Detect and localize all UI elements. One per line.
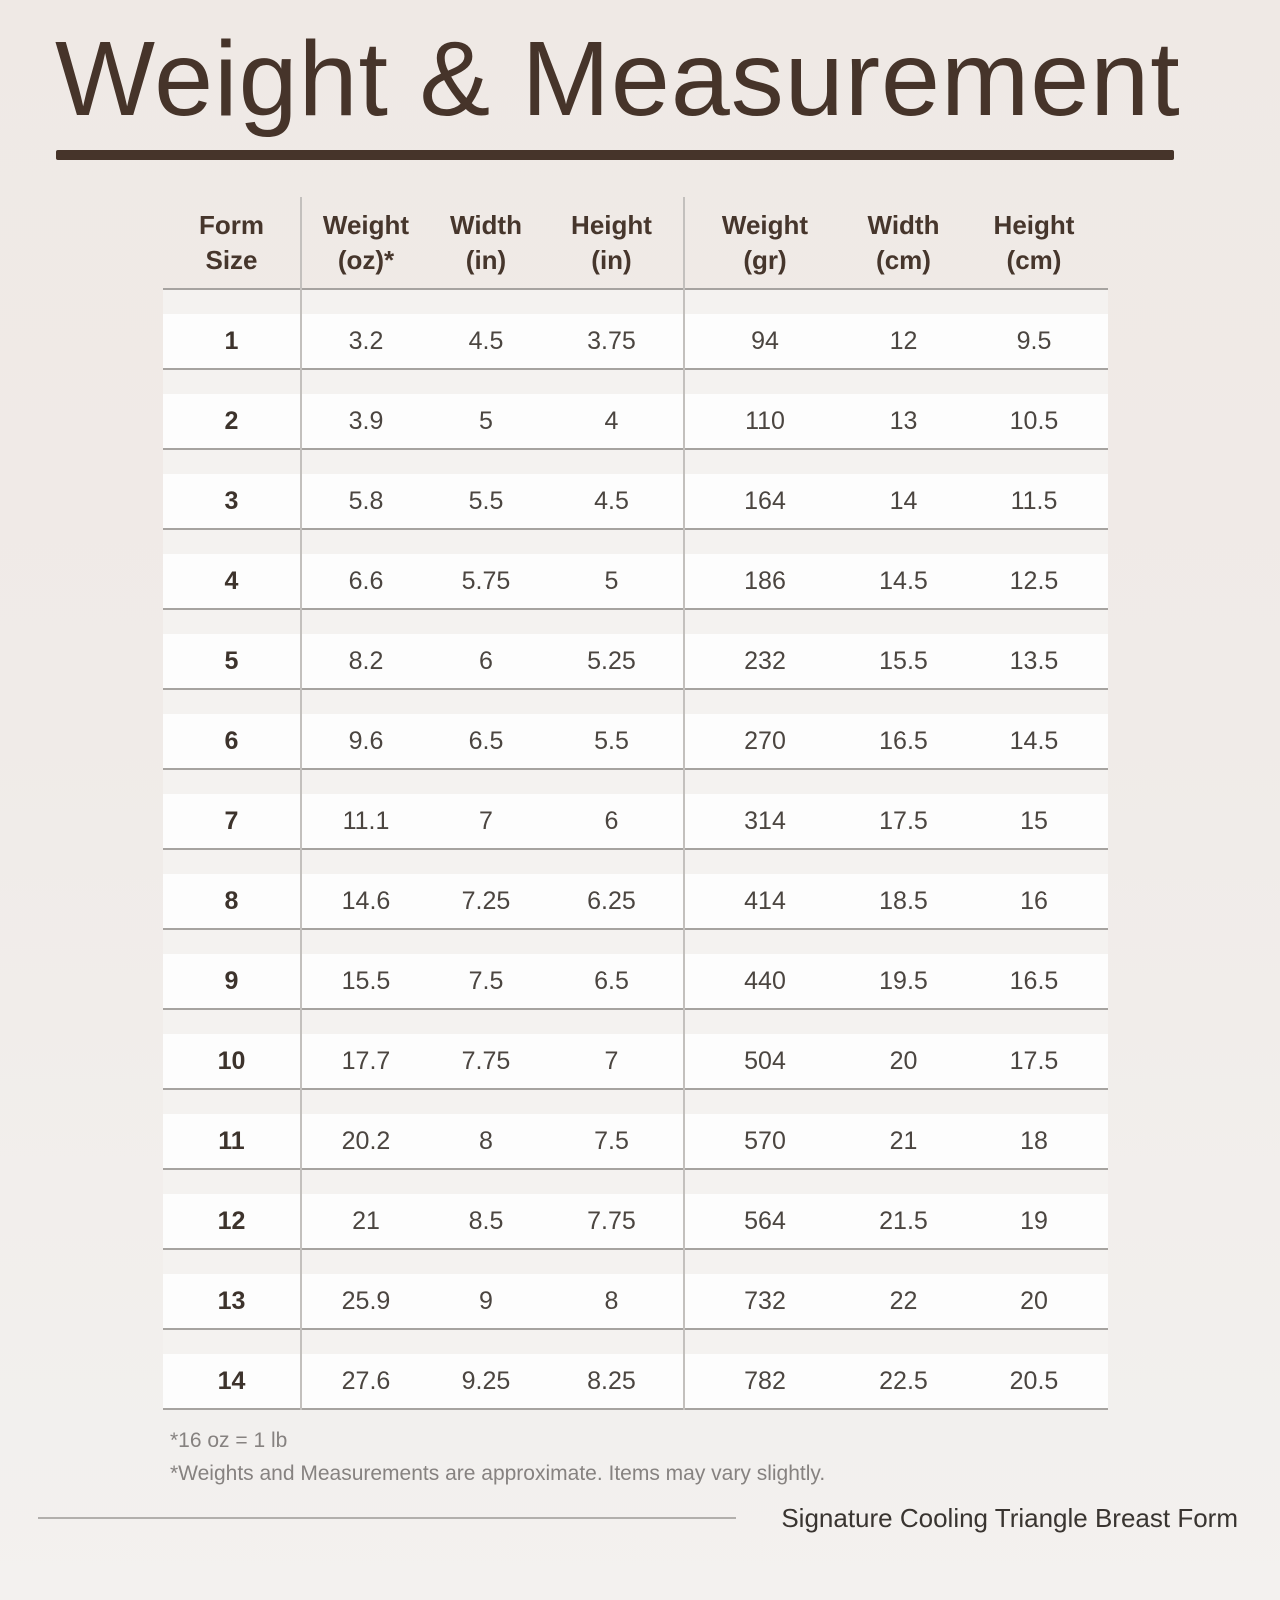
table-cell: 9.5 xyxy=(1016,326,1052,355)
column-header: Form Size xyxy=(199,209,264,275)
table-cell: 164 xyxy=(744,486,786,515)
table-row xyxy=(163,1330,1108,1410)
form-size-cell: 11 xyxy=(218,1126,245,1155)
table-cell: 19 xyxy=(1020,1206,1048,1235)
row-spacer xyxy=(163,290,1108,314)
table-header xyxy=(163,197,1108,290)
table-cell: 7.5 xyxy=(468,966,504,995)
table-cell: 17.7 xyxy=(341,1046,391,1075)
table-cell: 8 xyxy=(604,1286,619,1315)
table-cell: 6.6 xyxy=(348,566,384,595)
table-cell: 25.9 xyxy=(341,1286,391,1315)
table-row xyxy=(163,1090,1108,1170)
table-cell: 16 xyxy=(1020,886,1048,915)
row-spacer xyxy=(163,1330,1108,1354)
table-cell: 10.5 xyxy=(1009,406,1059,435)
table-cell: 17.5 xyxy=(879,806,928,835)
footer-divider-line xyxy=(38,1517,736,1519)
table-cell: 7.5 xyxy=(594,1126,629,1155)
form-size-cell: 6 xyxy=(224,726,239,755)
table-cell: 22 xyxy=(889,1286,918,1315)
column-header: Weight (oz)* xyxy=(322,209,410,275)
table-cell: 7 xyxy=(479,806,493,835)
row-values xyxy=(163,474,1108,528)
column-header: Width (in) xyxy=(450,209,522,275)
table-cell: 5 xyxy=(604,566,619,595)
footnotes xyxy=(170,1424,825,1490)
table-cell: 6.5 xyxy=(468,726,504,755)
row-spacer xyxy=(163,690,1108,714)
title-underline xyxy=(56,150,1174,160)
row-spacer xyxy=(163,930,1108,954)
table-cell: 21 xyxy=(889,1126,918,1155)
row-values xyxy=(163,714,1108,768)
table-cell: 14 xyxy=(889,486,918,515)
column-header: Height (in) xyxy=(571,209,652,275)
table-row xyxy=(163,1170,1108,1250)
table-cell: 13 xyxy=(889,406,918,435)
form-size-cell: 4 xyxy=(224,566,239,595)
form-size-cell: 9 xyxy=(224,966,239,995)
table-body xyxy=(163,290,1108,1410)
row-values xyxy=(163,314,1108,368)
row-values xyxy=(163,554,1108,608)
column-divider-right xyxy=(683,197,685,1410)
table-cell: 16.5 xyxy=(879,726,928,755)
table-cell: 4.5 xyxy=(468,326,504,355)
form-size-cell: 13 xyxy=(217,1286,246,1315)
table-cell: 4.5 xyxy=(594,486,629,515)
table-row xyxy=(163,690,1108,770)
row-spacer xyxy=(163,770,1108,794)
table-row xyxy=(163,1250,1108,1330)
page-title: Weight & Measurement xyxy=(55,20,1181,138)
table-cell: 7.75 xyxy=(461,1046,511,1075)
row-spacer xyxy=(163,1090,1108,1114)
table-cell: 5.8 xyxy=(348,486,384,515)
column-header: Weight (gr) xyxy=(721,209,809,275)
table-cell: 8.2 xyxy=(348,646,384,675)
table-cell: 7.75 xyxy=(587,1206,636,1235)
table-row xyxy=(163,530,1108,610)
table-cell: 7 xyxy=(604,1046,619,1075)
form-size-cell: 14 xyxy=(217,1366,246,1395)
footnote-approximation: *Weights and Measurements are approximate. Items may vary slightly. xyxy=(170,1462,826,1485)
table-cell: 314 xyxy=(744,806,786,835)
table-cell: 5.25 xyxy=(587,646,636,675)
table-row xyxy=(163,610,1108,690)
row-spacer xyxy=(163,850,1108,874)
table-cell: 7.25 xyxy=(461,886,511,915)
table-cell: 15 xyxy=(1020,806,1048,835)
form-size-cell: 1 xyxy=(224,326,239,355)
row-spacer xyxy=(163,1250,1108,1274)
table-cell: 504 xyxy=(744,1046,786,1075)
row-spacer xyxy=(163,1010,1108,1034)
row-values xyxy=(163,1354,1108,1408)
table-row xyxy=(163,450,1108,530)
table-cell: 570 xyxy=(744,1126,786,1155)
row-values xyxy=(163,634,1108,688)
table-cell: 11.5 xyxy=(1010,486,1058,515)
table-cell: 4 xyxy=(604,406,619,435)
table-cell: 12.5 xyxy=(1009,566,1059,595)
column-header: Height (cm) xyxy=(993,209,1075,275)
form-size-cell: 10 xyxy=(217,1046,246,1075)
table-cell: 16.5 xyxy=(1009,966,1059,995)
table-cell: 732 xyxy=(744,1286,786,1315)
table-cell: 14.6 xyxy=(341,886,391,915)
table-cell: 440 xyxy=(744,966,786,995)
table-cell: 14.5 xyxy=(1009,726,1059,755)
weight-measurement-table xyxy=(163,197,1108,1410)
table-cell: 8 xyxy=(479,1126,493,1155)
table-row xyxy=(163,290,1108,370)
form-size-cell: 3 xyxy=(224,486,239,515)
table-cell: 21 xyxy=(352,1206,380,1235)
form-size-cell: 7 xyxy=(224,806,239,835)
footnote-oz-conversion: *16 oz = 1 lb xyxy=(170,1429,288,1452)
row-values xyxy=(163,954,1108,1008)
table-cell: 564 xyxy=(744,1206,786,1235)
table-cell: 20.2 xyxy=(341,1126,391,1155)
table-cell: 18 xyxy=(1020,1126,1048,1155)
row-spacer xyxy=(163,370,1108,394)
table-cell: 94 xyxy=(751,326,779,355)
table-cell: 15.5 xyxy=(879,646,928,675)
column-divider-left xyxy=(300,197,302,1410)
table-cell: 232 xyxy=(744,646,786,675)
table-cell: 12 xyxy=(889,326,918,355)
table-cell: 14.5 xyxy=(879,566,928,595)
row-spacer xyxy=(163,610,1108,634)
table-row xyxy=(163,850,1108,930)
table-cell: 20.5 xyxy=(1009,1366,1059,1395)
table-cell: 22.5 xyxy=(879,1366,928,1395)
row-values xyxy=(163,1034,1108,1088)
table-cell: 414 xyxy=(744,886,786,915)
table-row xyxy=(163,370,1108,450)
table-cell: 15.5 xyxy=(341,966,391,995)
table-row xyxy=(163,930,1108,1010)
table-cell: 8.5 xyxy=(468,1206,504,1235)
row-values xyxy=(163,1274,1108,1328)
table-cell: 5.5 xyxy=(594,726,629,755)
table-cell: 3.75 xyxy=(587,326,636,355)
table-cell: 5.75 xyxy=(461,566,511,595)
table-cell: 19.5 xyxy=(879,966,928,995)
table-cell: 6.5 xyxy=(594,966,629,995)
table-cell: 186 xyxy=(744,566,786,595)
table-cell: 270 xyxy=(744,726,786,755)
row-spacer xyxy=(163,1170,1108,1194)
table-cell: 6 xyxy=(604,806,619,835)
table-cell: 782 xyxy=(744,1366,786,1395)
row-values xyxy=(163,1114,1108,1168)
table-cell: 20 xyxy=(889,1046,918,1075)
product-name: Signature Cooling Triangle Breast Form xyxy=(781,1503,1238,1533)
column-header: Width (cm) xyxy=(867,209,940,275)
table-cell: 17.5 xyxy=(1009,1046,1059,1075)
table-cell: 18.5 xyxy=(879,886,928,915)
form-size-cell: 8 xyxy=(224,886,239,915)
table-cell: 3.2 xyxy=(348,326,384,355)
table-cell: 110 xyxy=(745,406,785,435)
table-cell: 20 xyxy=(1020,1286,1048,1315)
row-values xyxy=(163,874,1108,928)
table-cell: 6 xyxy=(479,646,493,675)
table-cell: 9 xyxy=(479,1286,493,1315)
table-cell: 21.5 xyxy=(879,1206,928,1235)
table-cell: 11.1 xyxy=(342,806,390,835)
form-size-cell: 2 xyxy=(224,406,239,435)
row-values xyxy=(163,394,1108,448)
form-size-cell: 5 xyxy=(224,646,239,675)
table-cell: 3.9 xyxy=(348,406,384,435)
row-values xyxy=(163,794,1108,848)
table-cell: 13.5 xyxy=(1009,646,1059,675)
table-cell: 5.5 xyxy=(468,486,504,515)
table-row xyxy=(163,770,1108,850)
table-cell: 5 xyxy=(479,406,493,435)
row-spacer xyxy=(163,450,1108,474)
table-cell: 27.6 xyxy=(341,1366,391,1395)
row-values xyxy=(163,1194,1108,1248)
table-cell: 6.25 xyxy=(587,886,636,915)
table-cell: 9.6 xyxy=(348,726,384,755)
form-size-cell: 12 xyxy=(217,1206,246,1235)
table-cell: 8.25 xyxy=(587,1366,636,1395)
table-cell: 9.25 xyxy=(461,1366,511,1395)
row-spacer xyxy=(163,530,1108,554)
table-row xyxy=(163,1010,1108,1090)
